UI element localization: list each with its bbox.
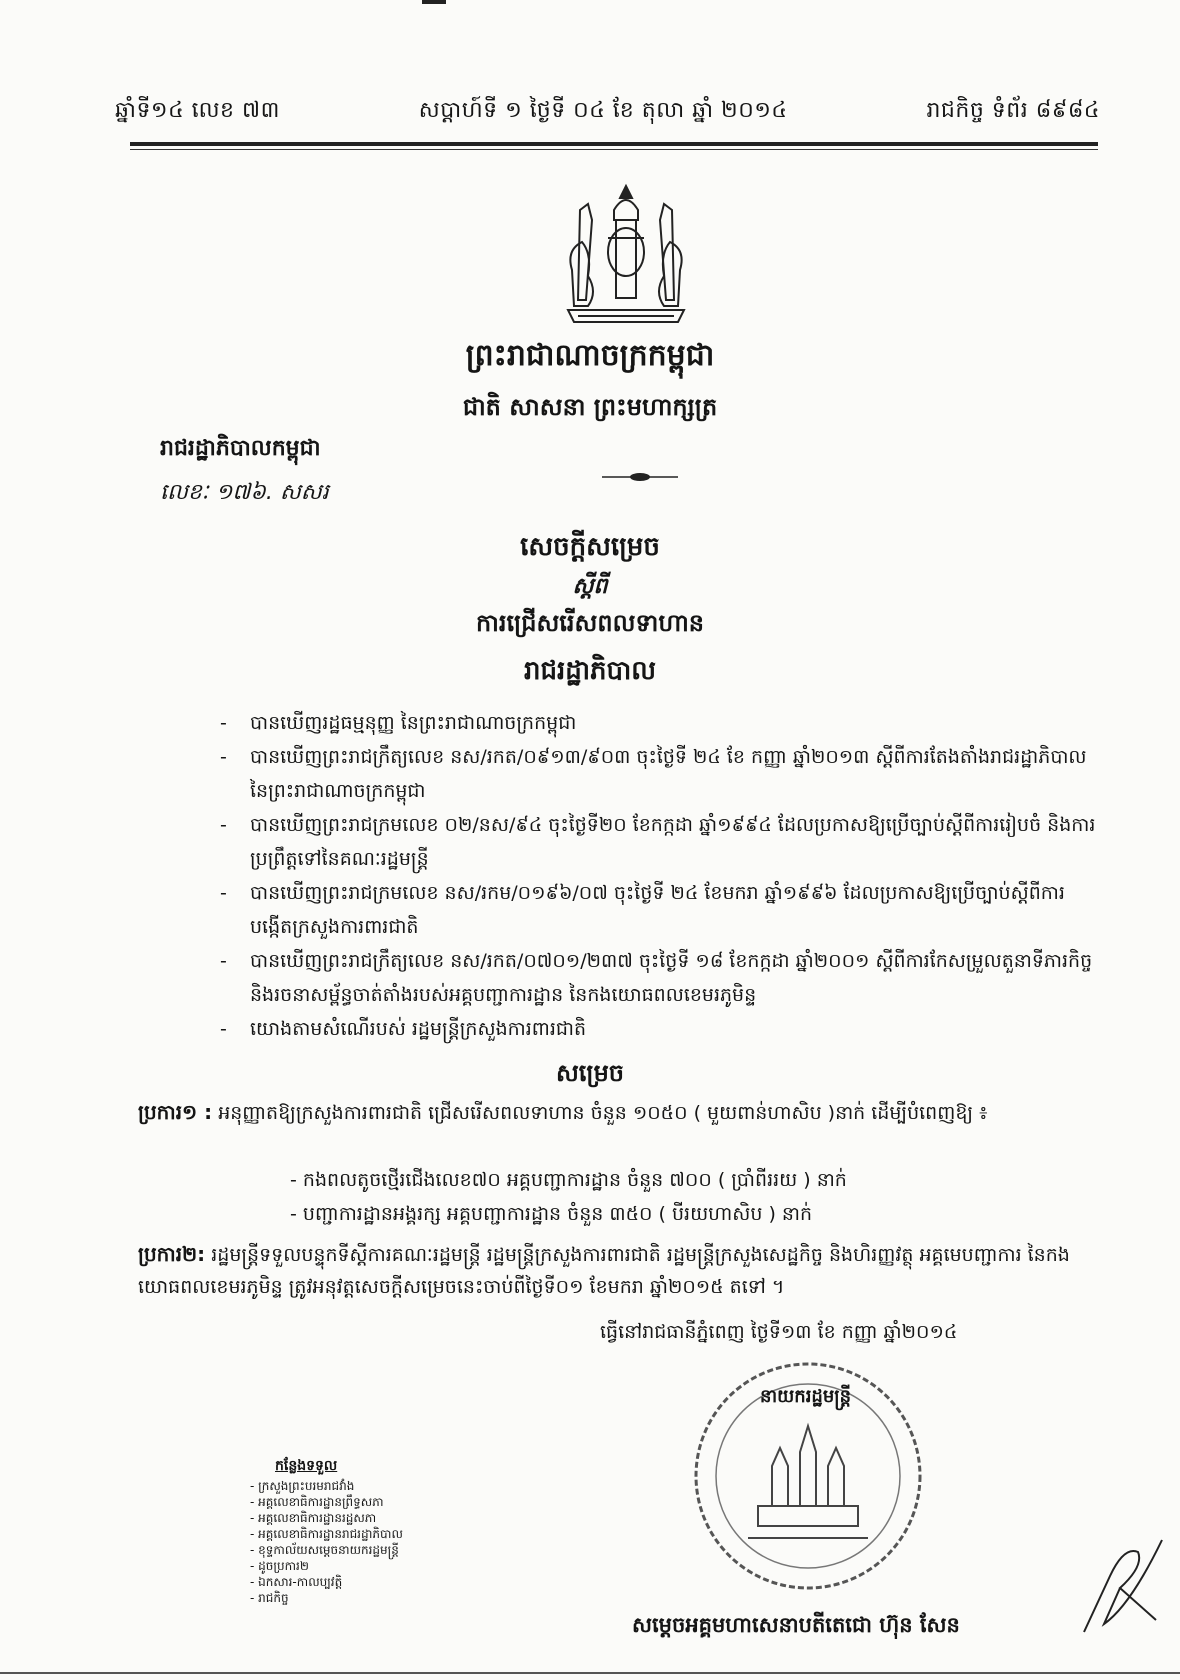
seal-label: នាយករដ្ឋមន្ត្រី (760, 1386, 852, 1407)
issuer-name: រាជរដ្ឋាភិបាលកម្ពុជា (160, 436, 321, 461)
issuing-body: រាជរដ្ឋាភិបាល (523, 656, 657, 686)
gazette-page: រាជកិច្ច ទំព័រ ៨៩៨៤ (926, 98, 1100, 123)
gazette-week-date: សប្ដាហ៍ទី ១ ថ្ងៃទី ០៤ ខែ តុលា ឆ្នាំ ២០១៤ (418, 98, 788, 123)
page-edge (0, 1672, 1180, 1674)
recipient-item: - រាជកិច្ច (250, 1590, 403, 1606)
national-motto: ជាតិ សាសនា ព្រះមហាក្សត្រ (462, 393, 718, 421)
header-rule (130, 142, 1098, 146)
preamble-list (220, 706, 1100, 1046)
recipient-item: - អគ្គលេខាធិការដ្ឋានរដ្ឋសភា (250, 1510, 403, 1526)
recipients-title: កន្លែងទទួល (275, 1458, 338, 1474)
article-1-item: - បញ្ជាការដ្ឋានអង្គរក្ស អគ្គបញ្ជាការដ្ឋាន ចំនួន ៣៥០ ( បីរយហាសិប ) នាក់ (290, 1203, 813, 1225)
royal-arms-emblem-icon (558, 180, 694, 330)
preamble-item: - បានឃើញព្រះរាជក្រមលេខ ០២/នស/៩៤ ចុះថ្ងៃទី២០ ខែកក្កដា ឆ្នាំ១៩៩៤ ដែលប្រកាសឱ្យប្រើច្បាប់ស្ដីពីការរៀបចំ និងការប្រព្រឹត្តទៅនៃគណៈរដ្ឋមន្ត្រី (220, 808, 1100, 876)
preamble-item: - បានឃើញព្រះរាជក្រមលេខ នស/រកម/០១៩៦/០៧ ចុះថ្ងៃទី ២៤ ខែមករា ឆ្នាំ១៩៩៦ ដែលប្រកាសឱ្យប្រើច្បាប់ស្ដីពីការបង្កើតក្រសួងការពារជាតិ (220, 876, 1100, 944)
place-and-date: ធ្វើនៅរាជធានីភ្នំពេញ ថ្ងៃទី១៣ ខែ កញ្ញា ឆ្នាំ២០១៤ (600, 1321, 958, 1343)
decision-subject: ការជ្រើសរើសពលទាហាន (475, 609, 705, 637)
recipient-item: - ខុទ្ទកាល័យសម្ដេចនាយករដ្ឋមន្ត្រី (250, 1542, 403, 1558)
preamble-item: - បានឃើញព្រះរាជក្រឹត្យលេខ នស/រកត/០៩១៣/៩០៣ ចុះថ្ងៃទី ២៤ ខែ កញ្ញា ឆ្នាំ២០១៣ ស្ដីពីការតែងតាំងរាជរដ្ឋាភិបាលនៃព្រះរាជាណាចក្រកម្ពុជា (220, 740, 1100, 808)
gazette-header (115, 88, 1100, 136)
preamble-item: - បានឃើញព្រះរាជក្រឹត្យលេខ នស/រកត/០៧០១/២៣៧ ចុះថ្ងៃទី ១៨ ខែកក្កដា ឆ្នាំ២០០១ ស្ដីពីការកែសម្រួលតួនាទីភារកិច្ច និងរចនាសម្ព័ន្ធចាត់តាំងរបស់អគ្គបញ្ជាការដ្ឋាន នៃកងយោធពលខេមរភូមិន្ទ (220, 944, 1100, 1012)
kingdom-heading: ព្រះរាជាណាចក្រកម្ពុជា (465, 338, 715, 373)
scan-mark (422, 0, 446, 4)
recipient-item: - អគ្គលេខាធិការដ្ឋានព្រឹទ្ធសភា (250, 1494, 403, 1510)
recipient-item: - ក្រសួងព្រះបរមរាជវាំង (250, 1478, 403, 1494)
article-1-item: - កងពលតូចថ្មើរជើងលេខ៧០ អគ្គបញ្ជាការដ្ឋាន ចំនួន ៧០០ ( ប្រាំពីររយ ) នាក់ (290, 1169, 847, 1191)
gazette-issue: ឆ្នាំទី១៤ លេខ ៧៣ (115, 98, 280, 123)
preamble-item: - យោងតាមសំណើរបស់ រដ្ឋមន្ត្រីក្រសួងការពារជាតិ (220, 1012, 1100, 1046)
recipients-list (250, 1478, 403, 1606)
document-number: លេខៈ ១៧៦. សសរ (160, 480, 329, 505)
decision-heading: សម្រេច (555, 1059, 625, 1087)
article-2-text: រដ្ឋមន្ត្រីទទួលបន្ទុកទីស្ដីការគណៈរដ្ឋមន្ត្រី រដ្ឋមន្ត្រីក្រសួងការពារជាតិ រដ្ឋមន្ត្រីក្រសួងសេដ្ឋកិច្ច និងហិរញ្ញវត្ថុ អគ្គមេបញ្ជាការ នៃកងយោធពលខេមរភូមិន្ទ ត្រូវអនុវត្តសេចក្ដីសម្រេចនេះចាប់ពីថ្ងៃទី០១ ខែមករា ឆ្នាំ២០១៥ តទៅ ។ (138, 1244, 1070, 1298)
article-1 (138, 1096, 1098, 1129)
article-1-label: ប្រការ១ : (138, 1100, 213, 1124)
article-2 (138, 1238, 1098, 1303)
recipient-item: - អគ្គលេខាធិការដ្ឋានរាជរដ្ឋាភិបាល (250, 1526, 403, 1542)
preamble-item: - បានឃើញរដ្ឋធម្មនុញ្ញ នៃព្រះរាជាណាចក្រកម្ពុជា (220, 706, 1100, 740)
article-1-text: អនុញ្ញាតឱ្យក្រសួងការពារជាតិ ជ្រើសរើសពលទាហាន ចំនួន ១០៥០ ( មួយពាន់ហាសិប )នាក់ ដើម្បីបំពេញឱ្យ ៖ (218, 1102, 988, 1124)
article-2-label: ប្រការ២: (138, 1242, 206, 1266)
recipient-item: - ឯកសារ-កាលប្បវត្តិ (250, 1574, 403, 1590)
decision-subject-label: ស្ដីពី (572, 574, 608, 599)
ornament-divider-icon (600, 470, 680, 484)
recipient-item: - ដូចប្រការ២ (250, 1558, 403, 1574)
signatory-name: សម្ដេចអគ្គមហាសេនាបតីតេជោ ហ៊ុន សែន (632, 1613, 960, 1637)
header-rule-thin (130, 149, 1098, 150)
handwritten-signature (1080, 1536, 1166, 1636)
decision-title: សេចក្ដីសម្រេច (520, 532, 660, 562)
